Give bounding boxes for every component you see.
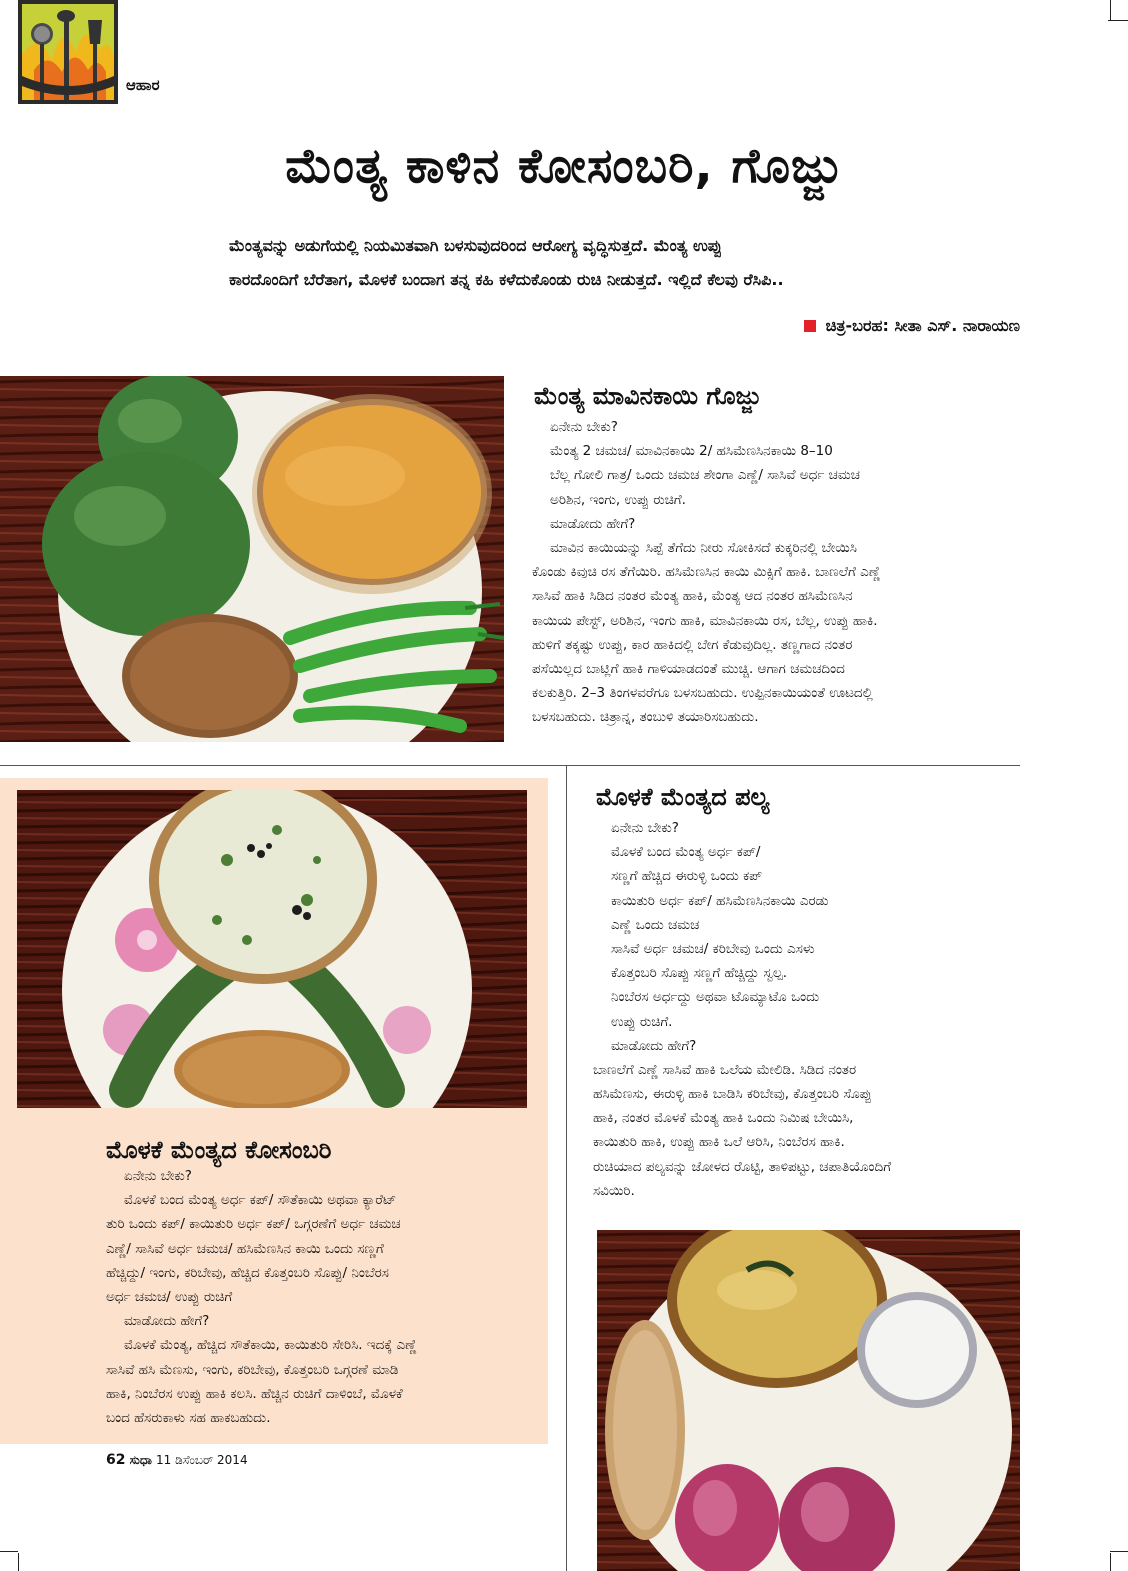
recipe-line: ಕಲಕುತ್ತಿರಿ. 2–3 ತಿಂಗಳವರೆಗೂ ಬಳಸಬಹುದು. ಉಪ್ಪಿನಕಾಯಿಯಂತೆ ಊಟದಲ್ಲಿ xyxy=(532,685,873,702)
magazine-name: ಸುಧಾ xyxy=(129,1453,152,1467)
recipe-title: ಮೊಳಕೆ ಮೆಂತ್ಯದ ಕೋಸಂಬರಿ xyxy=(106,1136,332,1164)
kitchen-utensils-icon xyxy=(18,0,118,104)
recipe-line: ಏನೇನು ಬೇಕು? xyxy=(550,419,618,435)
section-label: ಆಹಾರ xyxy=(126,76,160,94)
recipe-line: ಮಾಡೋದು ಹೇಗೆ? xyxy=(611,1037,697,1054)
recipe-line: ಮೊಳಕೆ ಮೆಂತ್ಯ, ಹೆಚ್ಚಿದ ಸೌತೆಕಾಯಿ, ಕಾಯಿತುರಿ ಸೇರಿಸಿ. ಇದಕ್ಕೆ ಎಣ್ಣೆ xyxy=(124,1337,417,1354)
recipe-line: ಎಣ್ಣೆ/ ಸಾಸಿವೆ ಅರ್ಧ ಚಮಚ/ ಹಸಿಮೆಣಸಿನ ಕಾಯಿ ಒಂದು ಸಣ್ಣಗೆ xyxy=(106,1240,384,1257)
recipe-line: ಸಾಸಿವೆ ಅರ್ಧ ಚಮಚ/ ಕರಿಬೇವು ಒಂದು ಎಸಳು xyxy=(611,940,815,957)
recipe-line: ಹಾಕಿ, ನಿಂಬೆರಸ ಉಪ್ಪು ಹಾಕಿ ಕಲಸಿ. ಹೆಚ್ಚಿನ ರುಚಿಗೆ ದಾಳಿಂಬೆ, ಮೊಳಕೆ xyxy=(106,1385,403,1402)
recipe-line: ಮೊಳಕೆ ಬಂದ ಮೆಂತ್ಯ ಅರ್ಧ ಕಪ್/ xyxy=(611,844,761,861)
recipe-line: ಉಪ್ಪು ರುಚಿಗೆ. xyxy=(611,1013,673,1030)
intro-line: ಮೆಂತ್ಯವನ್ನು ಅಡುಗೆಯಲ್ಲಿ ನಿಯಮಿತವಾಗಿ ಬಳಸುವುದರಿಂದ ಆರೋಗ್ಯ ವೃದ್ಧಿಸುತ್ತದೆ. ಮೆಂತ್ಯ ಉಪ್ಪು xyxy=(229,236,723,255)
recipe-line: ಹುಳಿಗೆ ತಕ್ಕಷ್ಟು ಉಪ್ಪು, ಕಾರ ಹಾಕಿದಲ್ಲಿ ಬೇಗ ಕೆಡುವುದಿಲ್ಲ. ತಣ್ಣಗಾದ ನಂತರ xyxy=(532,636,853,653)
recipe-line: ಮಾಡೋದು ಹೇಗೆ? xyxy=(550,515,636,532)
byline-text: ಚಿತ್ರ-ಬರಹ: ಸೀತಾ ಎಸ್. ನಾರಾಯಣ xyxy=(825,316,1020,335)
divider xyxy=(0,765,1020,766)
byline xyxy=(804,316,1020,336)
recipe-line: ಬೆಲ್ಲ ಗೋಲಿ ಗಾತ್ರ/ ಒಂದು ಚಮಚ ಶೇಂಗಾ ಎಣ್ಣೆ/ ಸಾಸಿವೆ ಅರ್ಧ ಚಮಚ xyxy=(550,467,860,484)
byline-marker-icon xyxy=(804,320,816,332)
recipe-body xyxy=(106,1164,546,1430)
recipe-title: ಮೊಳಕೆ ಮೆಂತ್ಯದ ಪಲ್ಯ xyxy=(596,783,770,811)
page-footer xyxy=(106,1452,248,1468)
issue-date: 11 ಡಿಸೆಂಬರ್ 2014 xyxy=(156,1453,248,1467)
crop-mark xyxy=(1108,20,1128,21)
recipe-line: ಸವಿಯಿರಿ. xyxy=(593,1182,635,1199)
photo-palya xyxy=(597,1230,1020,1571)
crop-mark xyxy=(1110,0,1111,20)
recipe-line: ಹಸಿಮೆಣಸು, ಈರುಳ್ಳಿ ಹಾಕಿ ಬಾಡಿಸಿ ಕರಿಬೇವು, ಕೊತ್ತಂಬರಿ ಸೊಪ್ಪು xyxy=(593,1086,872,1103)
recipe-line: ಸಾಸಿವೆ ಹಸಿ ಮೆಣಸು, ಇಂಗು, ಕರಿಬೇವು, ಕೊತ್ತಂಬರಿ ಒಗ್ಗರಣೆ ಮಾಡಿ xyxy=(106,1361,399,1378)
crop-mark xyxy=(18,1553,19,1571)
recipe-line: ಏನೇನು ಬೇಕು? xyxy=(611,820,679,836)
recipe-line: ತುರಿ ಒಂದು ಕಪ್/ ಕಾಯಿತುರಿ ಅರ್ಧ ಕಪ್/ ಒಗ್ಗರಣೆಗೆ ಅರ್ಧ ಚಮಚ xyxy=(106,1216,401,1233)
recipe-line: ಹಾಕಿ, ನಂತರ ಮೊಳಕೆ ಮೆಂತ್ಯ ಹಾಕಿ ಒಂದು ನಿಮಿಷ ಬೇಯಿಸಿ, xyxy=(593,1110,854,1127)
page-number: 62 xyxy=(106,1452,126,1468)
recipe-line: ಪಸೆಯಿಲ್ಲದ ಬಾಟ್ಲಿಗೆ ಹಾಕಿ ಗಾಳಿಯಾಡದಂತೆ ಮುಚ್ಚಿ. ಆಗಾಗ ಚಮಚದಿಂದ xyxy=(532,660,845,677)
recipe-line: ಸಾಸಿವೆ ಹಾಕಿ ಸಿಡಿದ ನಂತರ ಮೆಂತ್ಯ ಹಾಕಿ, ಮೆಂತ್ಯ ಆದ ನಂತರ ಹಸಿಮೆಣಸಿನ xyxy=(532,588,853,605)
recipe-line: ಮಾಡೋದು ಹೇಗೆ? xyxy=(124,1313,210,1330)
recipe-line: ಬಾಣಲೆಗೆ ಎಣ್ಣೆ ಸಾಸಿವೆ ಹಾಕಿ ಒಲೆಯ ಮೇಲಿಡಿ. ಸಿಡಿದ ನಂತರ xyxy=(593,1061,857,1078)
recipe-line: ಕಾಯಿತುರಿ ಹಾಕಿ, ಉಪ್ಪು ಹಾಕಿ ಒಲೆ ಆರಿಸಿ, ನಿಂಬೆರಸ ಹಾಕಿ. xyxy=(593,1134,845,1151)
page-title: ಮೆಂತ್ಯ ಕಾಳಿನ ಕೋಸಂಬರಿ, ಗೊಜ್ಜು xyxy=(285,138,843,194)
recipe-line: ಮೊಳಕೆ ಬಂದ ಮೆಂತ್ಯ ಅರ್ಧ ಕಪ್/ ಸೌತೆಕಾಯಿ ಅಥವಾ ಕ್ಯಾರೆಟ್ xyxy=(124,1192,397,1209)
photo-mango-gojju xyxy=(0,376,504,742)
recipe-line: ಕೊತ್ತಂಬರಿ ಸೊಪ್ಪು ಸಣ್ಣಗೆ ಹೆಚ್ಚಿದ್ದು ಸ್ವಲ್ಪ. xyxy=(611,965,787,982)
recipe-line: ಅರಿಶಿನ, ಇಂಗು, ಉಪ್ಪು ರುಚಿಗೆ. xyxy=(550,491,686,508)
crop-mark xyxy=(1110,1551,1128,1552)
recipe-line: ಕಾಯಿಯ ಪೇಸ್ಟ್, ಅರಿಶಿನ, ಇಂಗು ಹಾಕಿ, ಮಾವಿನಕಾಯಿ ರಸ, ಬೆಲ್ಲ, ಉಪ್ಪು ಹಾಕಿ. xyxy=(532,612,878,629)
crop-mark xyxy=(1110,1553,1111,1571)
recipe-line: ರುಚಿಯಾದ ಪಲ್ಯವನ್ನು ಜೋಳದ ರೊಟ್ಟಿ, ತಾಳಿಪಟ್ಟು, ಚಪಾತಿಯೊಂದಿಗೆ xyxy=(593,1158,892,1175)
section-logo xyxy=(18,0,118,104)
recipe-line: ಹೆಚ್ಚಿದ್ದು/ ಇಂಗು, ಕರಿಬೇವು, ಹೆಚ್ಚಿದ ಕೊತ್ತಂಬರಿ ಸೊಪ್ಪು/ ನಿಂಬೆರಸ xyxy=(106,1264,389,1281)
recipe-line: ಬಳಸಬಹುದು. ಚಿತ್ರಾನ್ನ, ತಂಬುಳಿ ತಯಾರಿಸಬಹುದು. xyxy=(532,709,759,726)
recipe-line: ಸಣ್ಣಗೆ ಹೆಚ್ಚಿದ ಈರುಳ್ಳಿ ಒಂದು ಕಪ್ xyxy=(611,868,763,885)
intro-line: ಕಾರದೊಂದಿಗೆ ಬೆರೆತಾಗ, ಮೊಳಕೆ ಬಂದಾಗ ತನ್ನ ಕಹಿ ಕಳೆದುಕೊಂಡು ರುಚಿ ನೀಡುತ್ತದೆ. ಇಲ್ಲಿದೆ ಕೆಲವು ರೆಸಿಪಿ.. xyxy=(229,270,784,289)
recipe-line: ಬಂದ ಹೆಸರುಕಾಳು ಸಹ ಹಾಕಬಹುದು. xyxy=(106,1409,271,1426)
recipe-line: ಏನೇನು ಬೇಕು? xyxy=(124,1168,192,1184)
photo-kosambari xyxy=(17,790,527,1108)
recipe-line: ಎಣ್ಣೆ ಒಂದು ಚಮಚ xyxy=(611,916,700,933)
recipe-body xyxy=(593,816,1033,1203)
recipe-line: ಮಾವಿನ ಕಾಯಿಯನ್ನು ಸಿಪ್ಪೆ ತೆಗೆದು ನೀರು ಸೋಕಿಸದೆ ಕುಕ್ಕರಿನಲ್ಲಿ ಬೇಯಿಸಿ xyxy=(550,539,857,556)
divider xyxy=(566,766,567,1571)
recipe-line: ನಿಂಬೆರಸ ಅರ್ಧದ್ದು ಅಥವಾ ಟೊಮ್ಯಾಟೊ ಒಂದು xyxy=(611,989,820,1006)
recipe-line: ಕಾಯಿತುರಿ ಅರ್ಧ ಕಪ್/ ಹಸಿಮೆಣಸಿನಕಾಯಿ ಎರಡು xyxy=(611,892,829,909)
crop-mark xyxy=(0,1551,18,1552)
recipe-title: ಮೆಂತ್ಯ ಮಾವಿನಕಾಯಿ ಗೊಜ್ಜು xyxy=(534,382,761,410)
recipe-body xyxy=(532,415,1022,729)
recipe-line: ಮೆಂತ್ಯ 2 ಚಮಚ/ ಮಾವಿನಕಾಯಿ 2/ ಹಸಿಮೆಣಸಿನಕಾಯಿ 8–10 xyxy=(550,443,833,460)
recipe-line: ಅರ್ಧ ಚಮಚ/ ಉಪ್ಪು ರುಚಿಗೆ xyxy=(106,1288,233,1305)
recipe-line: ಕೊಂಡು ಕಿವುಚಿ ರಸ ತೆಗೆಯಿರಿ. ಹಸಿಮೆಣಸಿನ ಕಾಯಿ ಮಿಕ್ಸಿಗೆ ಹಾಕಿ. ಬಾಣಲೆಗೆ ಎಣ್ಣೆ xyxy=(532,564,881,581)
